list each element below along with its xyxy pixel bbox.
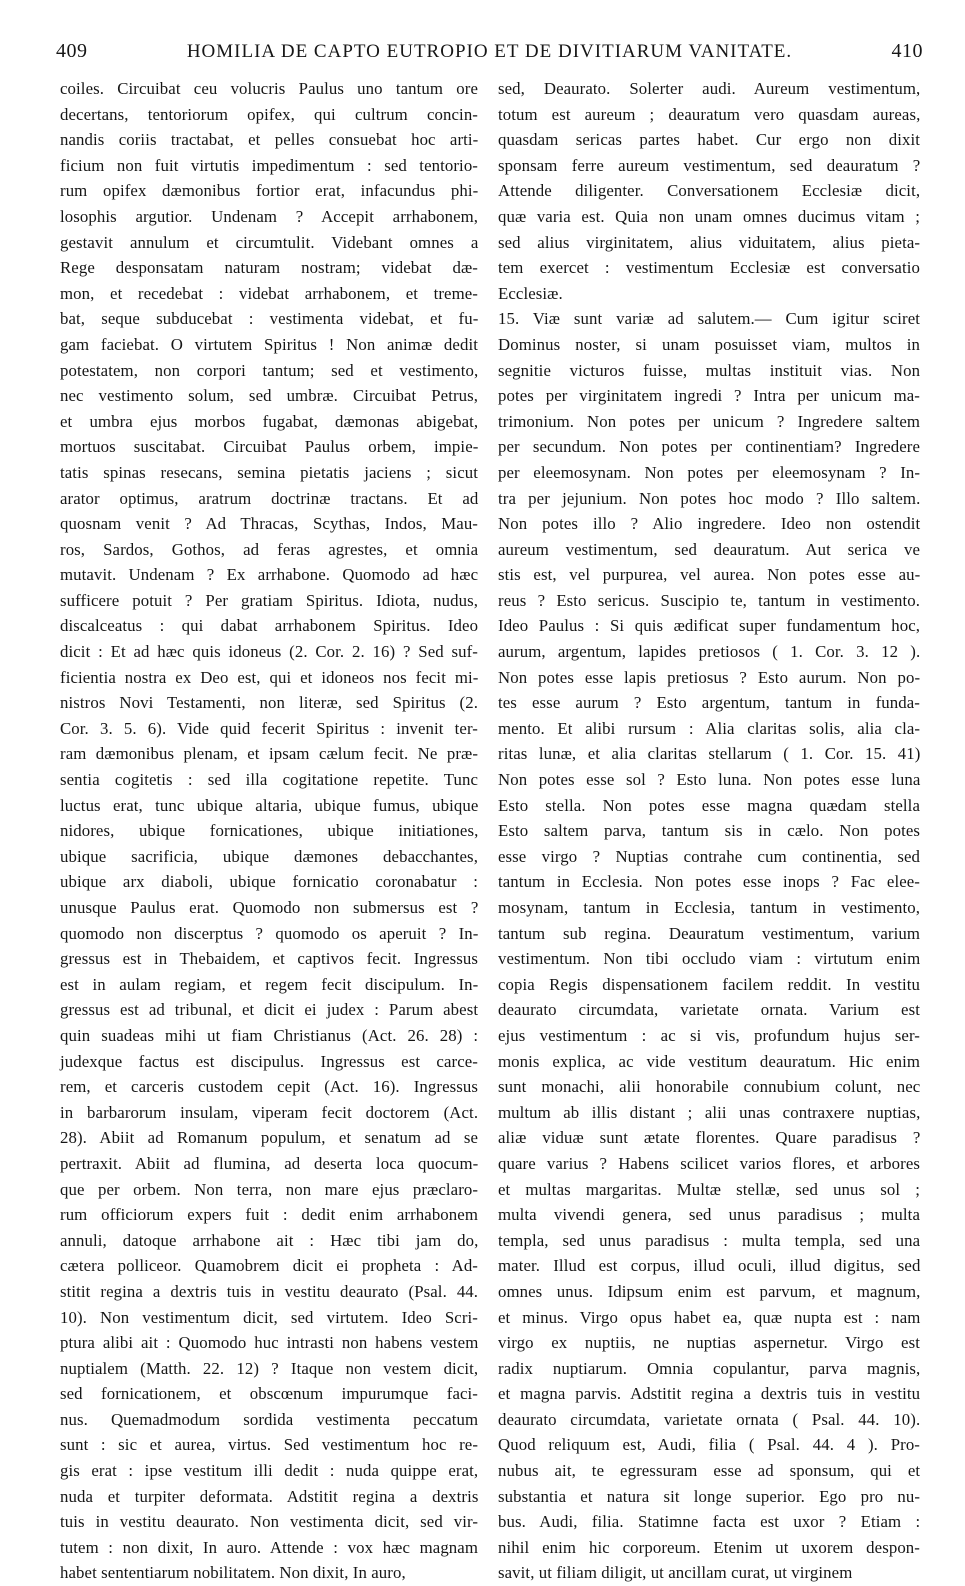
left-column-line: luctus erat, tunc ubique altaria, ubique fumus, ubique bbox=[60, 795, 479, 815]
right-column-line: deaurato circumdata, varietate ornata. Varium est bbox=[498, 1000, 921, 1020]
right-column-line: vestimentum. Non tibi occludo viam : virtutum enim bbox=[498, 949, 921, 969]
right-column-line: aurum, argentum, lapides pretiosos ( 1. Cor. 3. 12 ). bbox=[498, 642, 921, 662]
right-column-line: Dominus noster, si unam posuisset viam, multos in bbox=[498, 334, 920, 354]
left-column-line: et umbra ejus morbos fugabat, dæmonas abigebat, bbox=[60, 411, 479, 431]
right-column-line: monis explica, ac vide vestitum deauratum. Hic enim bbox=[498, 1051, 920, 1071]
right-column-line: per secundum. Non potes per continentiam? Ingredere bbox=[498, 437, 921, 457]
right-column-line: sed, Deaurato. Solerter audi. Aureum vestimentum, bbox=[498, 79, 921, 98]
left-column-line: sentia cogitetis : sed illa cogitatione repetite. Tunc bbox=[60, 770, 478, 790]
left-column-line: in barbarorum insulam, viperam fecit doctorem (Act. bbox=[60, 1102, 479, 1122]
right-column-line: et minus. Virgo opus habet ea, quæ nupta est : nam bbox=[498, 1307, 921, 1327]
left-column-line: coiles. Circuibat ceu volucris Paulus uno tantum ore bbox=[60, 79, 478, 98]
right-column-line: ritas lunæ, et alia claritas stellarum ( 1. Cor. 15. 41) bbox=[498, 744, 921, 764]
left-column-line: quomodo non discerptus ? quomodo os aperuit ? In- bbox=[60, 923, 479, 943]
right-column-line: savit, ut filiam diligit, ut ancillam curat, ut virginem bbox=[498, 1563, 853, 1583]
right-column-line: deaurato circumdata, varietate ornata ( Psal. 44. 10). bbox=[498, 1409, 921, 1429]
right-column-line: esse virgo ? Nuptias contrahe cum continentia, sed bbox=[498, 846, 920, 866]
right-column-line: nihil enim hic corporeum. Etenim ut uxorem despon- bbox=[498, 1537, 920, 1557]
right-column-line: tantum in Ecclesia. Non potes esse inops ? Fac elee- bbox=[498, 872, 920, 892]
right-column-line: quasdam sericas partes habet. Cur ergo non dixit bbox=[498, 130, 920, 150]
right-column-line: ejus vestimentum : ac si vis, profundum hujus ser- bbox=[498, 1025, 920, 1045]
left-column-line: potestatem, non corpori tantum; sed et vestimento, bbox=[60, 360, 479, 380]
left-column-line: Cor. 3. 5. 6). Vide quid fecerit Spiritus : invenit ter- bbox=[60, 718, 478, 738]
left-column-line: ubique sacrificia, ubique dæmones debacchantes, bbox=[60, 846, 478, 866]
right-column-line: et magna parvis. Adstitit regina a dextris tuis in vestitu bbox=[498, 1384, 921, 1404]
left-column-line: nuda et turpiter deformata. Adstitit regina a dextris bbox=[60, 1486, 479, 1506]
right-column-line: Ecclesiæ. bbox=[498, 283, 563, 303]
right-text-column bbox=[498, 76, 920, 1586]
left-column-line: 10). Non vestimentum dicit, sed virtutem. Ideo Scri- bbox=[60, 1307, 478, 1327]
left-column-line: gam faciebat. O virtutem Spiritus ! Non animæ dedit bbox=[60, 334, 478, 354]
running-header bbox=[56, 40, 923, 70]
left-column-line: rum opifex dæmonibus fortior erat, infacundus phi- bbox=[60, 181, 479, 201]
left-column-line: cætera polliceor. Quamobrem dicit ei propheta : Ad- bbox=[60, 1256, 478, 1276]
left-column-line: mon, et recedebat : videbat arrhabonem, et treme- bbox=[60, 283, 478, 303]
right-column-line: segnitie victuros fuisse, multas instituit vias. Non bbox=[498, 360, 921, 380]
left-column-line: nandis coriis tractabat, et pelles consuebat hoc arti- bbox=[60, 130, 479, 150]
left-column-line: tutem : non dixit, In auro. Attende : vox hæc magnam bbox=[60, 1537, 479, 1557]
left-column-line: annuli, datoque arrhabone ait : Hæc tibi jam do, bbox=[60, 1230, 479, 1250]
left-column-line: sed fornicationem, et obscœnum impurumque faci- bbox=[60, 1384, 478, 1404]
left-column-line: ptura alibi ait : Quomodo huc intrasti non habens vestem bbox=[60, 1333, 479, 1353]
left-column-line: rum officiorum expers fuit : dedit enim arrhabonem bbox=[60, 1205, 478, 1225]
left-column-line: judexque factus est discipulus. Ingressus est carce- bbox=[60, 1051, 478, 1071]
left-column-line: nuptialem (Matth. 22. 12) ? Itaque non vestem dicit, bbox=[60, 1358, 479, 1378]
left-column-line: gis erat : ipse vestitum illi dedit : nuda quippe erat, bbox=[60, 1461, 479, 1481]
left-column-line: ros, Sardos, Gothos, ad feras agrestes, et omnia bbox=[60, 539, 479, 559]
left-column-line: habet sententiarum nobilitatem. Non dixit, In auro, bbox=[60, 1563, 406, 1583]
right-column-line: potes per virginitatem ingredi ? Intra per unicum ma- bbox=[498, 386, 920, 406]
page-number-right: 410 bbox=[891, 40, 923, 62]
left-column-line: quin suadeas mihi ut fiam Christianus (Act. 26. 28) : bbox=[60, 1025, 479, 1045]
right-column-line: radix nuptiarum. Omnia copulantur, parva magnis, bbox=[498, 1358, 921, 1378]
right-column-line: multa vivendi genera, sed unus paradisus ; multa bbox=[498, 1205, 920, 1225]
left-column-line: sunt : sic et aurea, virtus. Sed vestimentum hoc re- bbox=[60, 1435, 479, 1455]
left-column-line: gressus est in Thebaidem, et captivos fecit. Ingressus bbox=[60, 949, 478, 969]
page-number-left: 409 bbox=[56, 40, 88, 62]
left-column-line: nidores, ubique fornicationes, ubique initiationes, bbox=[60, 821, 479, 841]
left-column-line: dicit : Et ad hæc quis idoneus (2. Cor. 2. 16) ? Sed suf- bbox=[60, 642, 478, 662]
right-column-line: Non potes esse sol ? Esto luna. Non potes esse luna bbox=[498, 770, 921, 790]
right-column-line: tem exercet : vestimentum Ecclesiæ est conversatio bbox=[498, 258, 920, 278]
right-column-line: Ideo Paulus : Si quis ædificat super fundamentum hoc, bbox=[498, 616, 921, 636]
left-column-line: est in aulam regiam, et regem fecit discipulum. In- bbox=[60, 974, 479, 994]
left-column-line: ram dæmonibus plenam, et ipsam cælum fecit. Ne præ- bbox=[60, 744, 479, 764]
right-column-line: substantia et natura sit longe superior. Ego pro nu- bbox=[498, 1486, 921, 1506]
left-column-line: tatis spinas resecans, semina pietatis jaciens ; sicut bbox=[60, 462, 478, 482]
right-column-line: per eleemosynam. Non potes per eleemosynam ? In- bbox=[498, 462, 921, 482]
right-column-line: multum ab illis distant ; alii unas contraxere nuptias, bbox=[498, 1102, 921, 1122]
left-column-line: tuis in vestitu deaurato. Non vestimenta dicit, sed vir- bbox=[60, 1512, 479, 1532]
right-column-line: quare varius ? Habens scilicet varios flores, et arbores bbox=[498, 1153, 920, 1173]
left-column-line: discalceatus : qui dabat arrhabonem Spiritus. Ideo bbox=[60, 616, 479, 636]
left-column-line: gestavit annulum et circumtulit. Videbant omnes a bbox=[60, 232, 479, 252]
right-column-line: tra per jejunium. Non potes hoc modo ? Illo saltem. bbox=[498, 488, 921, 508]
left-column-line: rem, et carceris custodem cepit (Act. 16). Ingressus bbox=[60, 1077, 479, 1097]
left-column-line: decertans, tentoriorum opifex, qui cultrum concin- bbox=[60, 104, 478, 124]
right-column-line: mater. Illud est corpus, illud oculi, illud digitus, sed bbox=[498, 1256, 921, 1276]
running-title: HOMILIA DE CAPTO EUTROPIO ET DE DIVITIARUM VANITATE. bbox=[186, 41, 793, 62]
right-column-line: templa, sed unus paradisus : multa templa, sed una bbox=[498, 1230, 921, 1250]
right-column-line: 15. Viæ sunt variæ ad salutem.— Cum igitur sciret bbox=[498, 309, 920, 329]
left-column-line: mortuos suscitabat. Circuibat Paulus orbem, impie- bbox=[60, 437, 479, 457]
left-column-line: arator optimus, aratrum doctrinæ tractans. Et ad bbox=[60, 488, 479, 508]
right-column-line: stis est, vel purpurea, vel aurea. Non potes esse au- bbox=[498, 565, 921, 585]
right-column-line: Non potes illo ? Alio ingredere. Ideo non ostendit bbox=[498, 514, 921, 534]
left-column-line: mutavit. Undenam ? Ex arrhabone. Quomodo ad hæc bbox=[60, 565, 479, 585]
right-column-line: sponsam ferre aureum vestimentum, sed deauratum ? bbox=[498, 155, 921, 175]
left-column-line: Rege desponsatam naturam nostram; videbat dæ- bbox=[60, 258, 478, 278]
right-column-line: tantum sub regina. Deauratum vestimentum, varium bbox=[498, 923, 920, 943]
left-column-line: ubique arx diaboli, ubique fornicatio coronabatur : bbox=[60, 872, 478, 892]
right-column-line: mosynam, tantum in Ecclesia, tantum in vestimento, bbox=[498, 898, 920, 917]
left-column-line: ficientia nostra ex Deo est, qui et idoneos nos fecit mi- bbox=[60, 667, 479, 687]
right-column-line: copia Regis dispensationem facilem reddit. In vestitu bbox=[498, 974, 920, 994]
right-column-line: trimonium. Non potes per unicum ? Ingredere saltem bbox=[498, 411, 921, 431]
left-column-line: 28). Abiit ad Romanum populum, et senatum ad se bbox=[60, 1128, 478, 1148]
right-column-line: mento. Et alibi rursum : Alia claritas solis, alia cla- bbox=[498, 718, 921, 738]
right-column-line: Quod reliquum est, Audi, filia ( Psal. 44. 4 ). Pro- bbox=[498, 1435, 920, 1455]
right-column-line: Esto stella. Non potes esse magna quædam stella bbox=[498, 795, 920, 815]
left-column-line: nec vestimento solum, sed umbræ. Circuibat Petrus, bbox=[60, 386, 479, 406]
right-column-line: nubus ait, te egressuram esse ad sponsum, qui et bbox=[498, 1461, 921, 1481]
right-column-line: sed alius virginitatem, alius viduitatem, alius pieta- bbox=[498, 232, 921, 252]
left-column-line: quosnam venit ? Ad Thracas, Scythas, Indos, Mau- bbox=[60, 514, 478, 534]
right-column-line: bus. Audi, filia. Statimne facta est uxor ? Etiam : bbox=[498, 1512, 921, 1532]
right-column-line: et multas margaritas. Multæ stellæ, sed unus sol ; bbox=[498, 1179, 920, 1199]
left-column-line: nistros Novi Testamenti, non literæ, sed Spiritus (2. bbox=[60, 693, 478, 713]
right-column-line: totum est aureum ; deauratum vero quasdam aureas, bbox=[498, 104, 921, 124]
left-text-column bbox=[60, 76, 478, 1586]
left-column-line: ficium non fuit virtutis impedimentum : sed tentorio- bbox=[60, 155, 478, 175]
left-column-line: losophis argutior. Undenam ? Accepit arrhabonem, bbox=[60, 206, 479, 226]
right-column-line: quæ varia est. Quia non unam omnes ducimus vitam ; bbox=[498, 206, 920, 226]
left-column-line: bat, seque subducebat : vestimenta videbat, et fu- bbox=[60, 309, 479, 329]
left-column-line: nus. Quemadmodum sordida vestimenta peccatum bbox=[60, 1409, 479, 1429]
right-column-line: virgo ex nuptiis, ne nuptias aspernetur. Virgo est bbox=[498, 1333, 920, 1353]
right-column-line: Non potes esse lapis pretiosus ? Esto aurum. Non po- bbox=[498, 667, 921, 687]
left-column-line: pertraxit. Abiit ad flumina, ad deserta loca quocum- bbox=[60, 1153, 479, 1173]
left-column-line: sufficere potuit ? Per gratiam Spiritus. Idiota, nudus, bbox=[60, 590, 478, 610]
left-column-line: que per orbem. Non terra, non mare ejus præclaro- bbox=[60, 1179, 479, 1199]
right-column-line: sunt monachi, alii honorabile connubium colunt, nec bbox=[498, 1077, 921, 1097]
left-column-line: gressus est ad tribunal, et dicit ei judex : Parum abest bbox=[60, 1000, 479, 1020]
right-column-line: omnes unus. Idipsum enim est parvum, et magnum, bbox=[498, 1281, 921, 1301]
right-column-line: reus ? Esto sericus. Suscipio te, tantum in vestimento. bbox=[498, 590, 920, 610]
right-column-line: aureum vestimentum, sed deauratum. Aut serica ve bbox=[498, 539, 920, 559]
right-column-line: Esto saltem parva, tantum sis in cælo. Non potes bbox=[498, 821, 921, 841]
right-column-line: tes esse aurum ? Esto argentum, tantum in funda- bbox=[498, 693, 920, 713]
right-column-line: aliæ viduæ sunt ætate florentes. Quare paradisus ? bbox=[498, 1128, 921, 1148]
right-column-line: Attende diligenter. Conversationem Ecclesiæ dicit, bbox=[498, 181, 921, 201]
left-column-line: unusque Paulus erat. Quomodo non submersus est ? bbox=[60, 898, 479, 917]
left-column-line: stitit regina a dextris tuis in vestitu deaurato (Psal. 44. bbox=[60, 1281, 479, 1301]
